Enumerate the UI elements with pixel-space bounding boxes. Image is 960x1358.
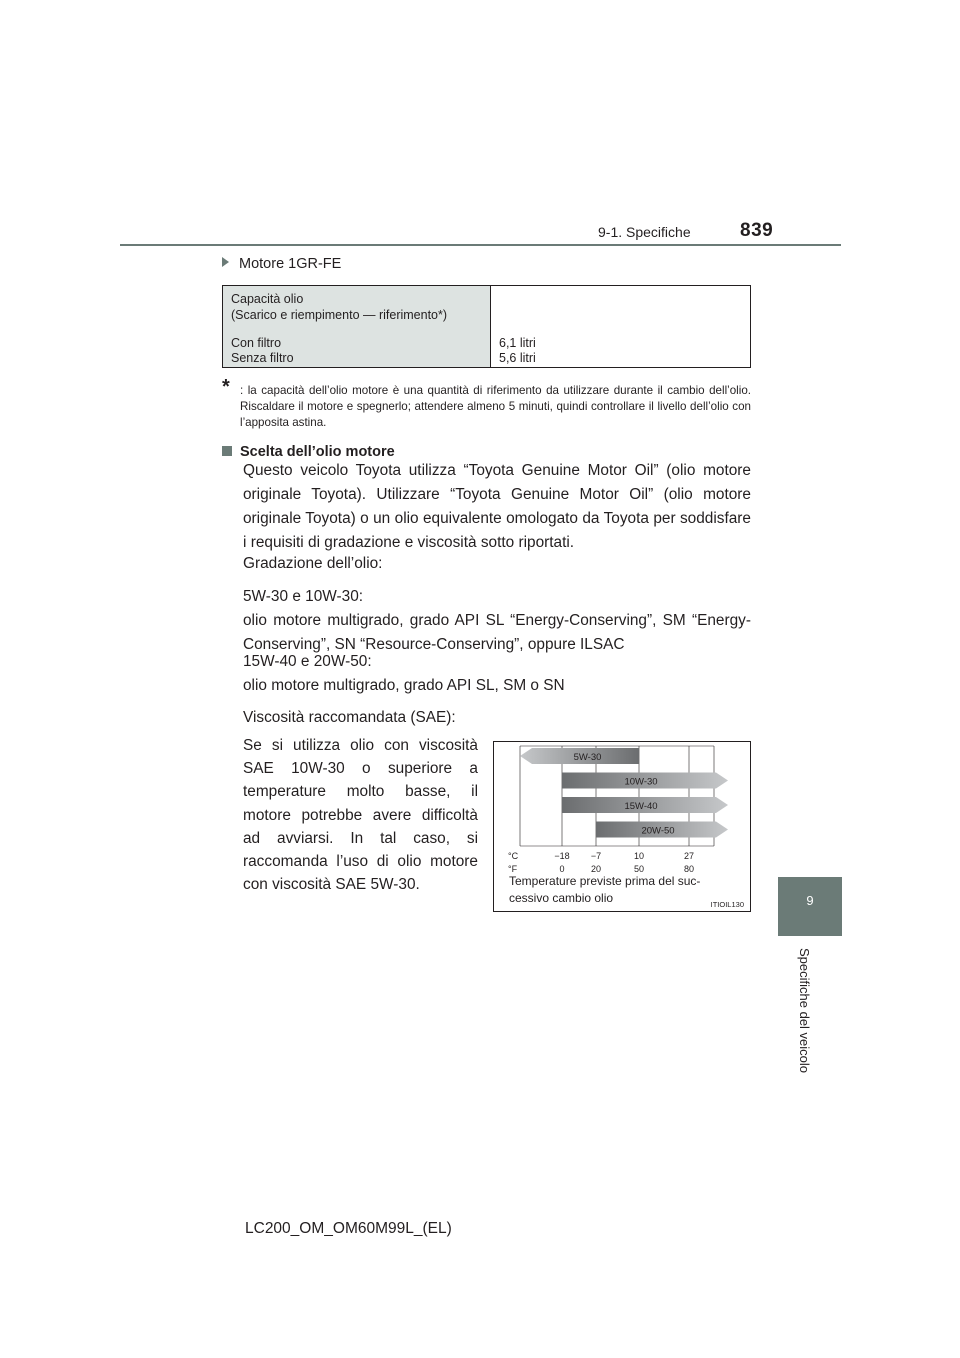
viscosity-note-text: Se si utilizza olio con viscosità SAE 10W-30 o superiore a temperature molto basse, il motore potrebbe avere difficoltà ad avviarsi. In tal caso, si raccomanda l’uso di olio motore con viscosità SAE 5W-30. bbox=[243, 737, 478, 894]
header-rule bbox=[120, 244, 841, 246]
capacity-row-value: 5,6 litri bbox=[499, 351, 536, 365]
document-code: LC200_OM_OM60M99L_(EL) bbox=[245, 1220, 452, 1237]
chapter-tab-label bbox=[796, 948, 816, 1108]
chart-tick-label-c: 27 bbox=[683, 851, 695, 861]
chart-bar-label: 20W-50 bbox=[641, 825, 675, 837]
footnote bbox=[222, 376, 751, 431]
chart-tick-label-c: −18 bbox=[554, 851, 570, 861]
chart-tick-label-f: 0 bbox=[559, 864, 565, 874]
engine-heading bbox=[222, 256, 341, 272]
chart-xlabel-line1: Temperature previste prima del suc- bbox=[509, 874, 701, 888]
grade2-title: 15W-40 e 20W-50: bbox=[243, 653, 372, 670]
chart-tick-label-c: −7 bbox=[590, 851, 602, 861]
engine-heading-text: Motore 1GR-FE bbox=[239, 256, 342, 272]
viscosity-note bbox=[243, 734, 478, 896]
chapter-tab[interactable] bbox=[778, 877, 842, 936]
chart-tick-label-f: 50 bbox=[633, 864, 645, 874]
grade1-title: 5W-30 e 10W-30: bbox=[243, 588, 364, 605]
grade-label: Gradazione dell’olio: bbox=[243, 555, 383, 572]
chart-bar-label: 15W-40 bbox=[624, 801, 658, 812]
oil-section-title-text: Scelta dell’olio motore bbox=[240, 444, 395, 460]
chart-tick-label-f: 20 bbox=[590, 864, 602, 874]
chart-xlabel-line2: cessivo cambio olio bbox=[509, 891, 614, 905]
capacity-row-value: 6,1 litri bbox=[499, 336, 536, 350]
chart-bar-label: 10W-30 bbox=[624, 776, 658, 788]
triangle-bullet-icon bbox=[222, 257, 229, 267]
capacity-row-label: Senza filtro bbox=[231, 351, 294, 365]
oil-section-title bbox=[222, 444, 395, 460]
capacity-row-label: Con filtro bbox=[231, 336, 282, 350]
grade2-text: olio motore multigrado, grado API SL, SM o SN bbox=[243, 677, 565, 694]
square-bullet-icon bbox=[222, 446, 232, 456]
chart-tick-label-c: 10 bbox=[633, 851, 645, 861]
chart-unit-c: °C bbox=[508, 851, 519, 861]
viscosity-label: Viscosità raccomandata (SAE): bbox=[243, 709, 456, 726]
viscosity-chart-svg bbox=[494, 742, 750, 911]
oil-intro-text: Questo veicolo Toyota utilizza “Toyota Genuine Motor Oil” (olio motore originale Toyota). Utilizzare “Toyota Genuine Motor Oil” (olio motore originale Toyota) o un olio equivalente omologato da Toyota per soddisfare i requisiti di gradazione e viscosità sotto riportati. bbox=[243, 462, 751, 551]
chart-bar-label: 5W-30 bbox=[573, 752, 602, 763]
footnote-text: : la capacità dell’olio motore è una quantità di riferimento da utilizzare durante il cambio dell’olio. Riscaldare il motore e spegnerlo; attendere almeno 5 minuti, quindi controllare il livello dell’olio con l’apposita astina. bbox=[240, 384, 751, 429]
capacity-header-line2: (Scarico e riempimento — riferimento*) bbox=[231, 308, 448, 322]
chart-unit-f: °F bbox=[508, 864, 518, 874]
chapter-number: 9 bbox=[806, 893, 814, 908]
chart-tick-label-f: 80 bbox=[683, 864, 695, 874]
chart-figure-code: ITIOIL130 bbox=[710, 900, 744, 909]
footnote-marker: * bbox=[222, 376, 230, 398]
viscosity-chart bbox=[493, 741, 751, 912]
page-number: 839 bbox=[740, 220, 774, 241]
oil-intro-paragraph bbox=[243, 459, 751, 555]
grade1-text: olio motore multigrado, grado API SL “Energy-Conserving”, SM “Energy-Conserving”, SN “Resource-Conserving”, oppure ILSAC bbox=[243, 612, 751, 653]
capacity-table bbox=[222, 285, 751, 368]
section-title: 9-1. Specifiche bbox=[598, 224, 691, 240]
chapter-label-text: Specifiche del veicolo bbox=[797, 948, 812, 1074]
capacity-header-line1: Capacità olio bbox=[231, 292, 304, 306]
grade1-block bbox=[243, 585, 751, 657]
grade2-block bbox=[243, 650, 751, 698]
